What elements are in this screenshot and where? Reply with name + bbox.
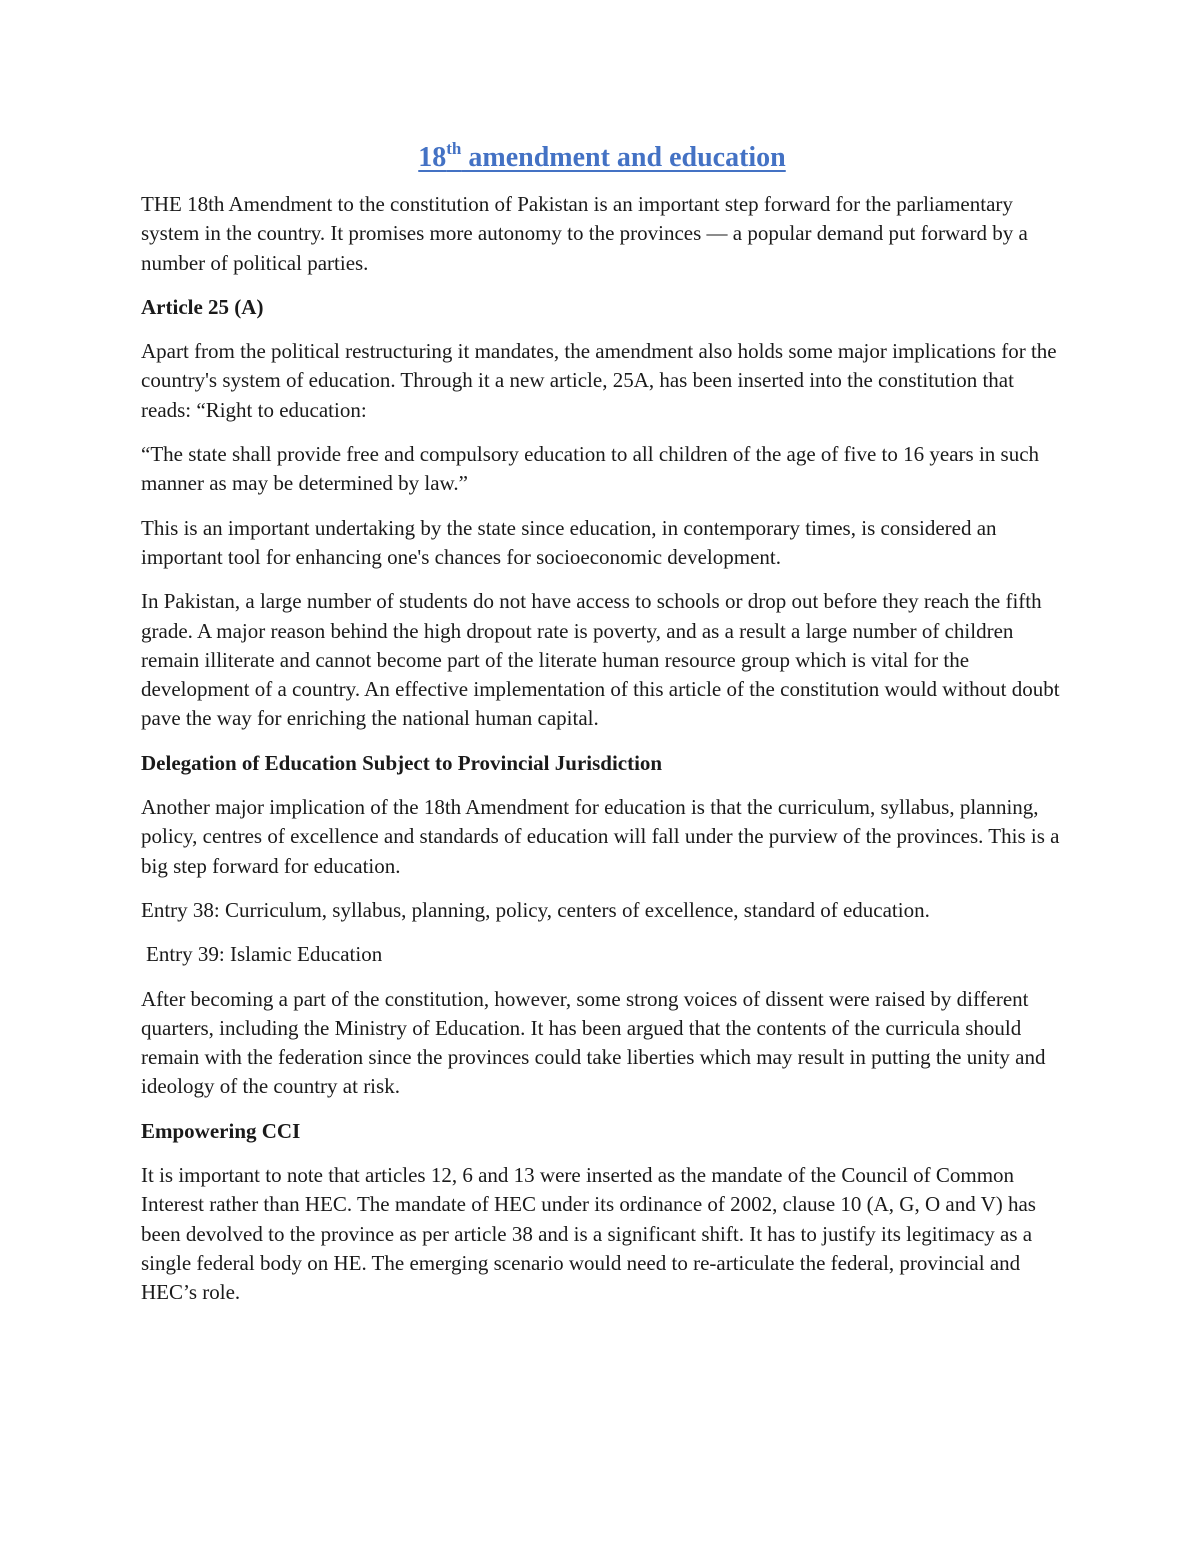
document-body: [141, 138, 1063, 1323]
heading-empowering-cci: Empowering CCI: [141, 1118, 301, 1143]
entry-38: Entry 38: Curriculum, syllabus, planning, policy, centers of excellence, standard of education.: [141, 897, 930, 922]
cci-paragraph-1: It is important to note that articles 12, 6 and 13 were inserted as the mandate of the Council of Common Interest rather than HEC. The mandate of HEC under its ordinance of 2002, clause 10 (A, G, O and V) has been devolved to the province as per article 38 and is a significant shift. It has to justify its legitimacy as a single federal body on HE. The emerging scenario would need to re-articulate the federal, provincial and HEC’s role.: [141, 1163, 1036, 1305]
delegation-paragraph-1: Another major implication of the 18th Amendment for education is that the curriculum, syllabus, planning, policy, centres of excellence and standards of education will fall under the purview of the provinces. This is a big step forward for education.: [141, 795, 1060, 878]
intro-paragraph: THE 18th Amendment to the constitution of Pakistan is an important step forward for the parliamentary system in the country. It promises more autonomy to the provinces — a popular demand put forward by a number of political parties.: [141, 192, 1028, 275]
entry-39: Entry 39: Islamic Education: [146, 942, 383, 967]
title-text: amendment and education: [461, 142, 786, 173]
title-superscript: th: [446, 138, 462, 158]
delegation-paragraph-2: After becoming a part of the constitution, however, some strong voices of dissent were raised by different quarters, including the Ministry of Education. It has been argued that the contents of the curricula should remain with the federation since the provinces could take liberties which may result in putting the unity and ideology of the country at risk.: [141, 986, 1046, 1099]
document-title: [141, 138, 1063, 178]
heading-article-25a: Article 25 (A): [141, 294, 264, 319]
title-number: 18: [418, 142, 447, 173]
article25a-paragraph-2: This is an important undertaking by the state since education, in contemporary times, is considered an important tool for enhancing one's chances for socioeconomic development.: [141, 515, 997, 569]
heading-delegation: Delegation of Education Subject to Provincial Jurisdiction: [141, 750, 663, 775]
article25a-quote: “The state shall provide free and compulsory education to all children of the age of five to 16 years in such manner as may be determined by law.”: [141, 442, 1040, 496]
article25a-paragraph-3: In Pakistan, a large number of students do not have access to schools or drop out before they reach the fifth grade. A major reason behind the high dropout rate is poverty, and as a result a large number of children remain illiterate and cannot become part of the literate human resource group which is vital for the development of a country. An effective implementation of this article of the constitution would without doubt pave the way for enriching the national human capital.: [141, 589, 1060, 731]
article25a-paragraph-1: Apart from the political restructuring it mandates, the amendment also holds some major implications for the country's system of education. Through it a new article, 25A, has been inserted into the constitution that reads: “Right to education:: [141, 339, 1057, 422]
